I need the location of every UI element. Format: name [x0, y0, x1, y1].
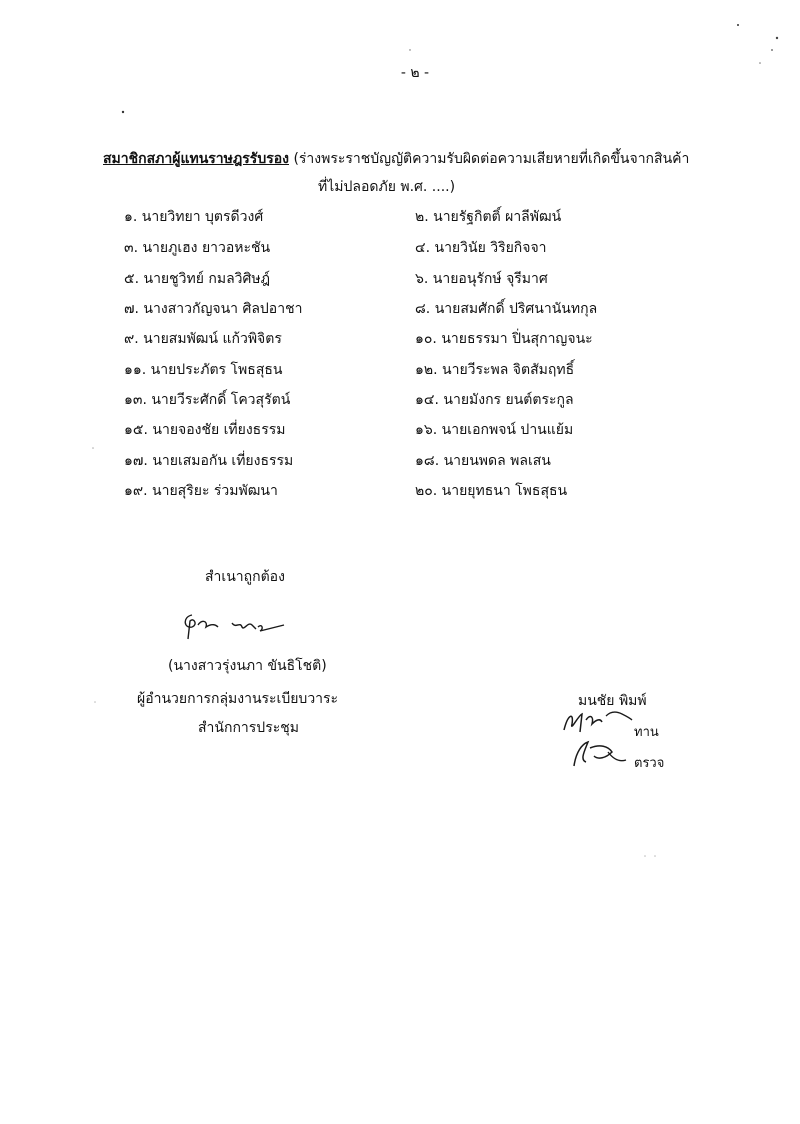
- member-right-10: ๒๐. นายยุทธนา โพธสุธน: [415, 483, 568, 499]
- heading-bill-title: (ร่างพระราชบัญญัติความรับผิดต่อความเสียหายที่เกิดขึ้นจากสินค้า: [293, 151, 690, 167]
- member-left-3: ๕. นายชูวิทย์ กมลวิศิษฎ์: [124, 271, 271, 287]
- member-left-5: ๙. นายสมพัฒน์ แก้วพิจิตร: [124, 331, 282, 347]
- certifier-name: (นางสาวรุ่งนภา ขันธิโชติ): [168, 658, 327, 674]
- page-number: - ๒ -: [400, 65, 430, 81]
- heading-title: สมาชิกสภาผู้แทนราษฎรรับรอง: [103, 151, 289, 167]
- heading-line-2: ที่ไม่ปลอดภัย พ.ศ. ....): [318, 179, 456, 195]
- member-left-7: ๑๓. นายวีระศักดิ์ โควสุรัตน์: [124, 392, 291, 408]
- checked-label: ตรวจ: [634, 756, 665, 771]
- member-right-4: ๘. นายสมศักดิ์ ปริศนานันทกุล: [415, 301, 598, 317]
- member-right-1: ๒. นายรัฐกิตติ์ ผาลีพัฒน์: [415, 209, 562, 225]
- member-right-3: ๖. นายอนุรักษ์ จุรีมาศ: [415, 271, 548, 287]
- member-right-9: ๑๘. นายนพดล พลเสน: [415, 453, 551, 469]
- typist-name: มนชัย พิมพ์: [578, 693, 647, 709]
- certifier-position: ผู้อำนวยการกลุ่มงานระเบียบวาระ: [137, 691, 339, 707]
- member-left-8: ๑๕. นายจองชัย เที่ยงธรรม: [124, 422, 286, 438]
- proofread-label: ทาน: [634, 725, 659, 740]
- member-left-2: ๓. นายภูเฮง ยาวอหะชัน: [124, 240, 271, 256]
- certifier-office: สำนักการประชุม: [198, 720, 299, 736]
- certified-copy-label: สำเนาถูกต้อง: [205, 569, 285, 585]
- member-left-4: ๗. นางสาวกัญจนา ศิลปอาชา: [124, 301, 303, 317]
- member-left-6: ๑๑. นายประภัตร โพธสุธน: [124, 362, 283, 378]
- member-right-2: ๔. นายวินัย วิริยกิจจา: [415, 240, 547, 256]
- member-left-1: ๑. นายวิทยา บุตรดีวงศ์: [124, 209, 264, 225]
- member-right-6: ๑๒. นายวีระพล จิตสัมฤทธิ์: [415, 362, 575, 378]
- member-right-5: ๑๐. นายธรรมา ปิ่นสุกาญจนะ: [415, 331, 593, 347]
- member-right-7: ๑๔. นายมังกร ยนต์ตระกูล: [415, 392, 574, 408]
- member-right-8: ๑๖. นายเอกพจน์ ปานแย้ม: [415, 422, 574, 438]
- member-left-9: ๑๗. นายเสมอกัน เที่ยงธรรม: [124, 453, 294, 469]
- member-left-10: ๑๙. นายสุริยะ ร่วมพัฒนา: [124, 483, 278, 499]
